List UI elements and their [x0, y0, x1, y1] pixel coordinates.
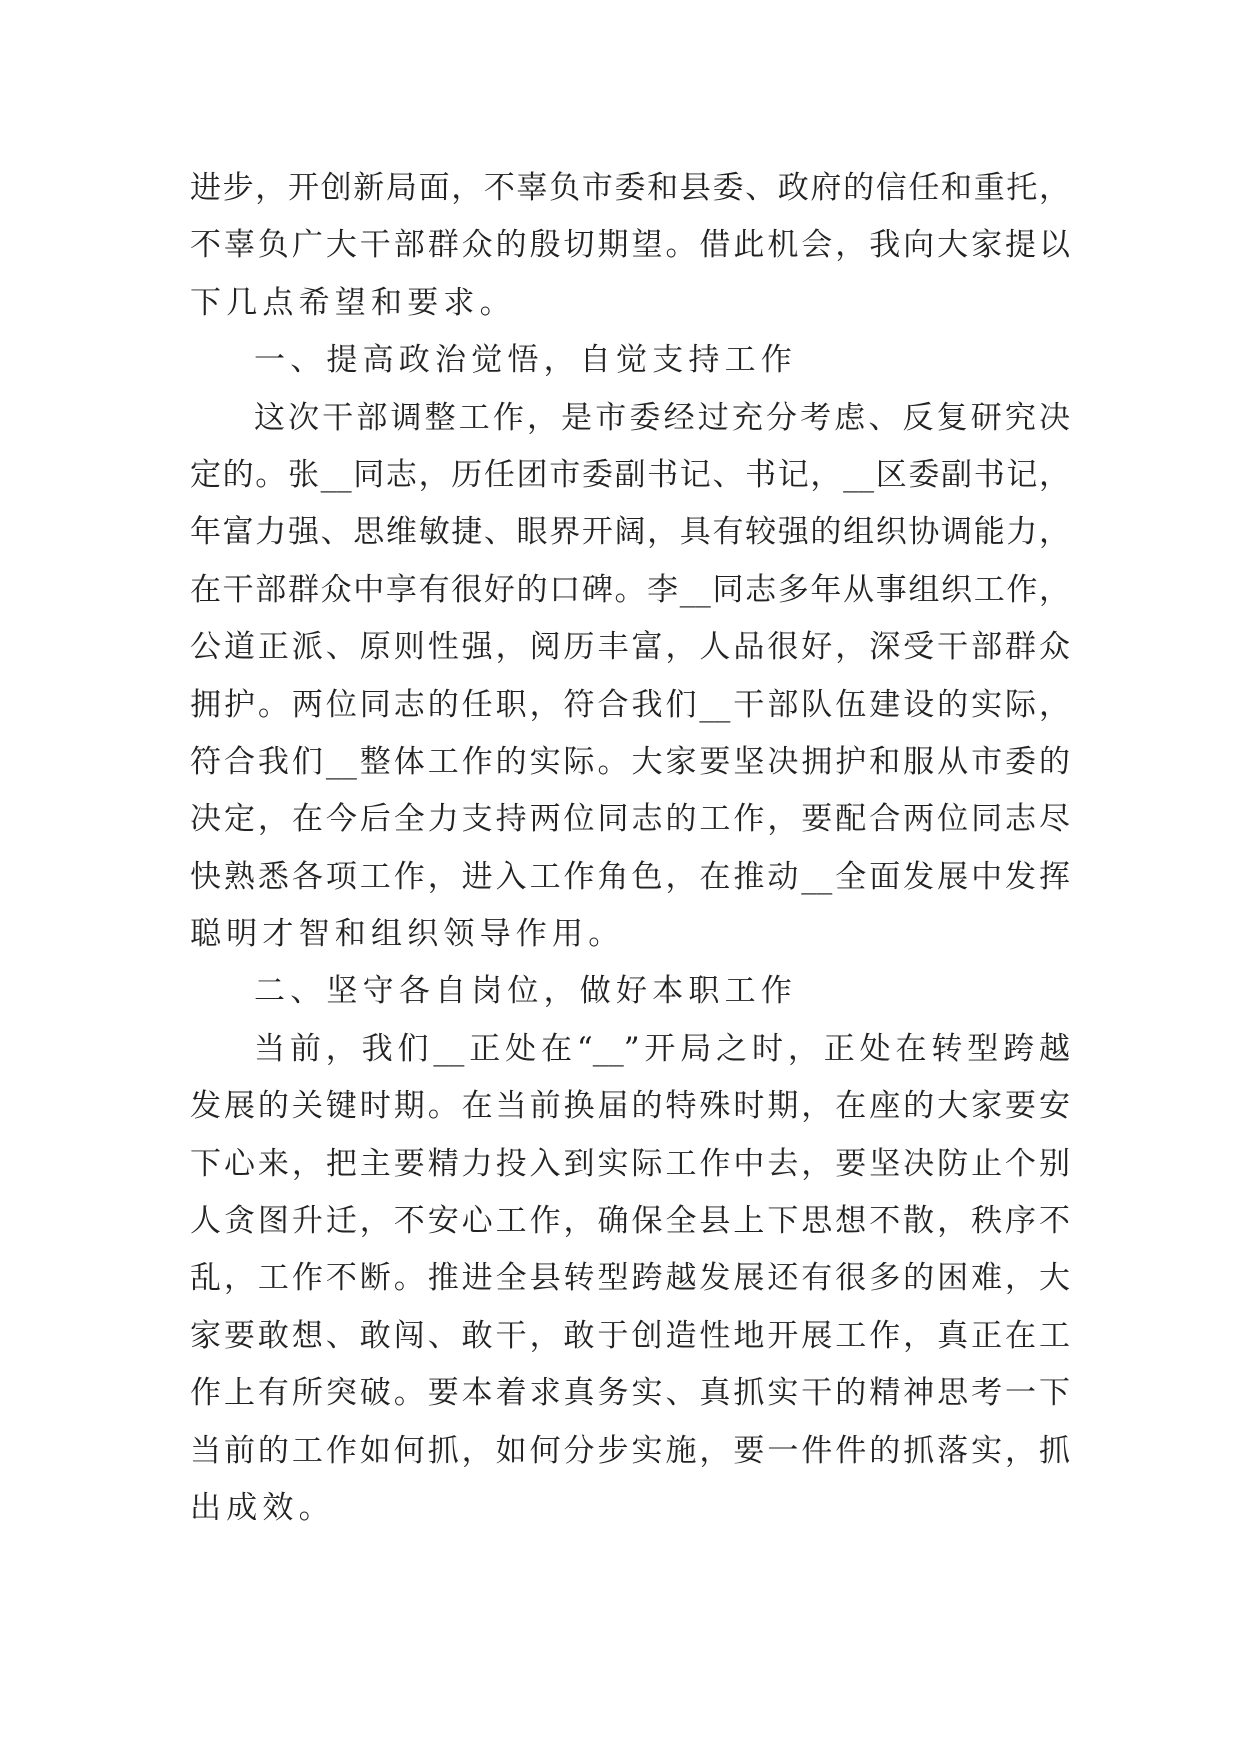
- text-line: 公道正派、原则性强，阅历丰富，人品很好，深受干部群众: [190, 629, 1070, 666]
- text-line: 快熟悉各项工作，进入工作角色，在推动__全面发展中发挥: [190, 858, 1070, 895]
- document-body: [190, 160, 1070, 1537]
- text-line: 进步，开创新局面，不辜负市委和县委、政府的信任和重托，: [190, 170, 1070, 206]
- text-line: 当前的工作如何抓，如何分步实施，要一件件的抓落实，抓: [190, 1432, 1070, 1469]
- text-line: 发展的关键时期。在当前换届的特殊时期，在座的大家要安: [190, 1088, 1070, 1125]
- text-line: 乱，工作不断。推进全县转型跨越发展还有很多的困难，大: [190, 1260, 1070, 1297]
- text-line: 定的。张__同志，历任团市委副书记、书记，__区委副书记，: [190, 456, 1070, 493]
- paragraph-first-line: 这次干部调整工作，是市委经过充分考虑、反复研究决: [254, 399, 1070, 436]
- text-line: 符合我们__整体工作的实际。大家要坚决拥护和服从市委的: [190, 743, 1070, 780]
- text-line: 不辜负广大干部群众的殷切期望。借此机会，我向大家提以: [190, 227, 1070, 264]
- text-line: 聪明才智和组织领导作用。: [190, 916, 625, 953]
- text-line: 在干部群众中享有很好的口碑。李__同志多年从事组织工作，: [190, 571, 1070, 608]
- text-line: 决定，在今后全力支持两位同志的工作，要配合两位同志尽: [190, 801, 1070, 838]
- text-line: 作上有所突破。要本着求真务实、真抓实干的精神思考一下: [190, 1375, 1070, 1412]
- text-line: 出成效。: [190, 1489, 335, 1526]
- text-line: 人贪图升迁，不安心工作，确保全县上下思想不散，秩序不: [190, 1203, 1070, 1240]
- text-line: 下几点希望和要求。: [190, 284, 516, 321]
- text-line: 下心来，把主要精力投入到实际工作中去，要坚决防止个别: [190, 1145, 1070, 1182]
- text-line: 年富力强、思维敏捷、眼界开阔，具有较强的组织协调能力，: [190, 514, 1070, 551]
- section-heading: 二、坚守各自岗位，做好本职工作: [254, 973, 797, 1010]
- section-heading: 一、提高政治觉悟，自觉支持工作: [254, 342, 797, 379]
- text-line: 家要敢想、敢闯、敢干，敢于创造性地开展工作，真正在工: [190, 1317, 1070, 1354]
- paragraph-first-line: 当前，我们__正处在“__”开局之时，正处在转型跨越: [254, 1030, 1070, 1067]
- text-line: 拥护。两位同志的任职，符合我们__干部队伍建设的实际，: [190, 686, 1070, 723]
